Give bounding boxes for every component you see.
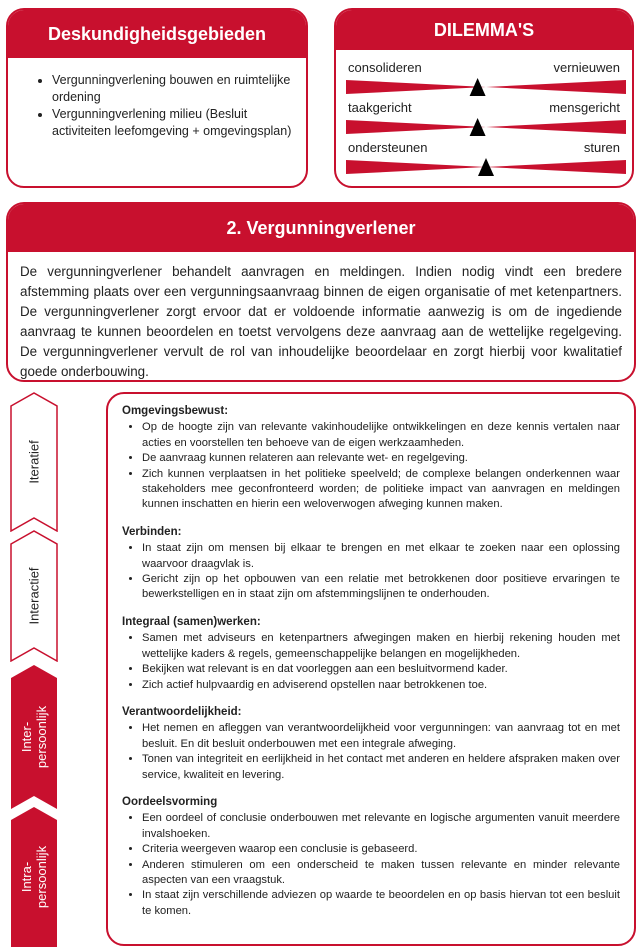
- role-card: [6, 202, 636, 382]
- expertise-item: • Vergunningverlening milieu (Besluit activiteiten leefomgeving + omgevingsplan): [52, 106, 296, 140]
- competency-section: [122, 404, 620, 513]
- competency-title: Verbinden:: [122, 525, 182, 538]
- dilemmas-card: [334, 8, 634, 188]
- expertise-list: [8, 58, 306, 140]
- tab-label-line: persoonlijk: [34, 705, 49, 769]
- expertise-item: • Vergunningverlening bouwen en ruimtelijke ordening: [52, 72, 296, 106]
- expertise-title: Deskundigheidsgebieden: [8, 10, 306, 58]
- competency-title: Omgevingsbewust:: [122, 405, 229, 417]
- role-description: De vergunningverlener behandelt aanvragen en meldingen. Indien nodig vindt een bredere afstemming plaats over een vergunningsaanvraag binnen de eigen organisatie of met ketenpartners. De vergunningverlener zorgt ervoor dat er voldoende informatie aanwezig is om de ingediende aanvraag te kunnen beoordelen en toetst vervolgens deze aanvraag aan de wettelijke regelgeving. De vergunningverlener vervult de rol van inhoudelijke beoordelaar en zorgt hierbij voor kwalitatief goede onderbouwing.: [20, 264, 622, 379]
- dilemmas-title: DILEMMA'S: [336, 10, 632, 50]
- competency-item: • Zich kunnen verplaatsen in het politieke speelveld; de complexe belangen onderkennen waar stakeholders mee geconfronteerd worden; de politieke impact van aanvragen en meldingen kunnen inschatten en hierin een weloverwogen afweging kunnen maken.: [142, 467, 620, 513]
- dilemma-scale: [346, 156, 626, 178]
- competency-item: • Anderen stimuleren om een onderscheid te maken tussen relevante en minder relevante aspecten van een vraagstuk.: [142, 858, 620, 889]
- competency-list: [122, 541, 620, 603]
- competency-section: [122, 795, 620, 919]
- dilemma-row: [346, 60, 626, 100]
- dilemma-right-label: vernieuwen: [553, 60, 620, 75]
- tab-label: Interactief: [26, 567, 42, 625]
- competency-list: [122, 721, 620, 783]
- competency-item: • In staat zijn om mensen bij elkaar te brengen en met elkaar te zoeken naar een oplossing waarvoor draagvlak is.: [142, 541, 620, 572]
- tab-label-line: Inter-: [19, 721, 34, 753]
- expertise-card: [6, 8, 308, 188]
- dilemma-right-label: mensgericht: [549, 100, 620, 115]
- competency-item: • Op de hoogte zijn van relevante vakinhoudelijke ontwikkelingen en deze kennis vertalen naar acties en voorstellen ten behoeve van de eigen werkzaamheden.: [142, 420, 620, 451]
- competency-item: • Criteria weergeven waarop een conclusie is gebaseerd.: [142, 842, 620, 857]
- competency-list: [122, 631, 620, 693]
- competency-item: • Het nemen en afleggen van verantwoordelijkheid voor vergunningen: van aanvraag tot en met besluit. En dit besluit onderbouwen met een integrale afweging.: [142, 721, 620, 752]
- tab-label: [19, 846, 49, 908]
- dilemma-left-label: ondersteunen: [348, 140, 428, 155]
- tab-label-line: persoonlijk: [34, 845, 49, 909]
- tab-intrapersoonlijk: [10, 806, 58, 948]
- competency-item: • In staat zijn verschillende adviezen op waarde te beoordelen en op basis hiervan tot een besluit te komen.: [142, 888, 620, 919]
- competency-section: [122, 525, 620, 603]
- competency-item: • Tonen van integriteit en eerlijkheid in het contact met anderen en heldere afspraken maken over service, kwaliteit en levering.: [142, 752, 620, 783]
- dilemma-scale: [346, 76, 626, 98]
- competency-title: Integraal (samen)werken:: [122, 615, 261, 628]
- competency-item: • Een oordeel of conclusie onderbouwen met relevante en logische argumenten vanuit meerdere invalshoeken.: [142, 811, 620, 842]
- competency-item: • Zich actief hulpvaardig en adviserend opstellen naar betrokkenen toe.: [142, 678, 620, 693]
- competency-section: [122, 705, 620, 783]
- tab-interactief: [10, 530, 58, 662]
- competency-item: • De aanvraag kunnen relateren aan relevante wet- en regelgeving.: [142, 451, 620, 466]
- role-title: 2. Vergunningverlener: [8, 204, 634, 252]
- dilemma-right-label: sturen: [583, 140, 620, 155]
- competency-item: • Gericht zijn op het opbouwen van een relatie met betrokkenen door positieve ervaringen te bewerkstelligen en in staat zijn om afstemmingslijnen te onderhouden.: [142, 572, 620, 603]
- dilemma-left-label: consolideren: [348, 60, 422, 75]
- competency-title: Verantwoordelijkheid:: [122, 705, 242, 718]
- dilemma-row: [346, 140, 626, 180]
- competency-item: • Samen met adviseurs en ketenpartners afwegingen maken en hierbij rekening houden met wettelijke kaders & regels, gemeenschappelijke belangen en mogelijkheden.: [142, 631, 620, 662]
- competency-title: Oordeelsvorming: [122, 795, 218, 808]
- tab-label: [19, 706, 49, 768]
- tab-label: Iteratief: [26, 440, 42, 484]
- tab-iteratief: [10, 392, 58, 532]
- competency-list: [122, 420, 620, 512]
- competency-item: • Bekijken wat relevant is en dat voorleggen aan een besluitvormend kader.: [142, 662, 620, 677]
- competency-list: [122, 811, 620, 919]
- dilemma-row: [346, 100, 626, 140]
- competency-section: [122, 615, 620, 693]
- dilemma-left-label: taakgericht: [348, 100, 412, 115]
- competencies-card: [106, 392, 636, 946]
- tab-interpersoonlijk: [10, 664, 58, 810]
- tab-label-line: Intra-: [19, 861, 34, 893]
- dilemma-scale: [346, 116, 626, 138]
